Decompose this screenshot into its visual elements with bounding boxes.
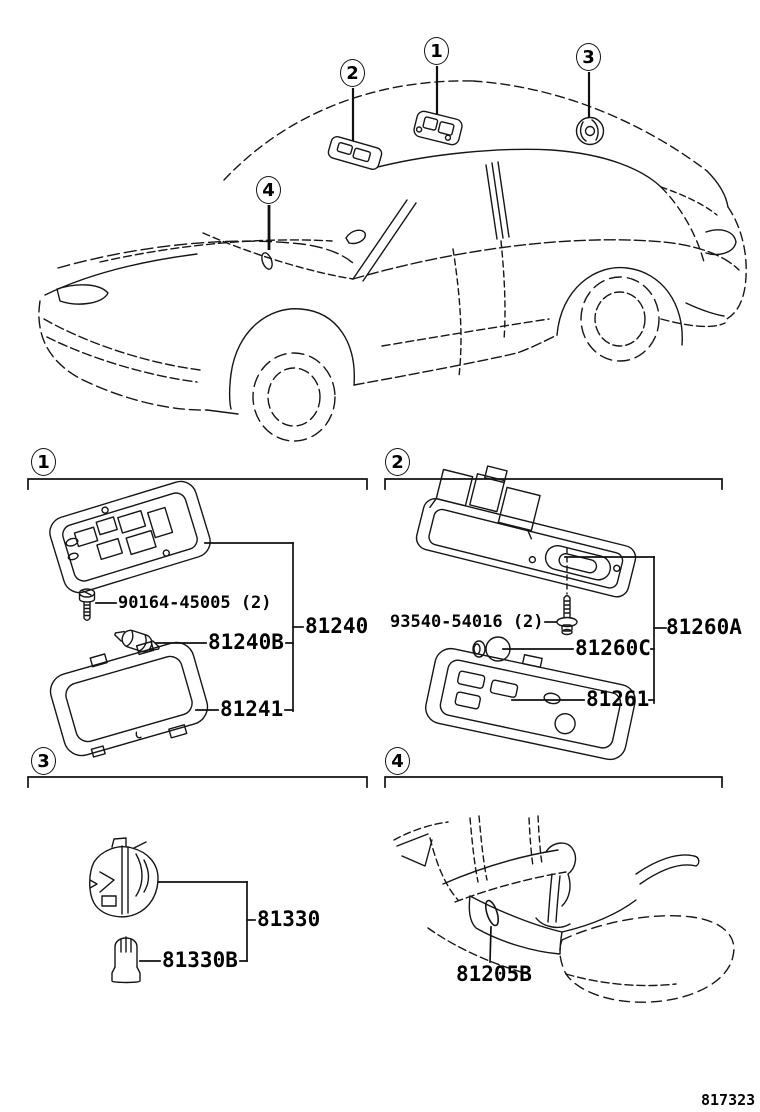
- part-number-label-screw-1: 90164-45005 (2): [118, 593, 272, 613]
- room-lamp-lens-drawing: [44, 631, 214, 767]
- section-4-leader-line: [490, 927, 491, 962]
- car-callout-4: 4: [256, 176, 281, 204]
- part-number-label-bulb-1: 81240B: [208, 630, 284, 654]
- part-number-label-assembly-2: 81260A: [666, 615, 742, 639]
- roof-lamp-3-icon: [577, 118, 604, 145]
- section-2-number: 2: [385, 448, 410, 476]
- car-outline-drawing: [39, 81, 746, 441]
- section-3-bracket: [28, 777, 367, 787]
- lamp-socket-drawing: [90, 838, 158, 917]
- part-number-label-lamp-4: 81205B: [456, 962, 532, 986]
- car-callout-1: 1: [424, 37, 449, 65]
- section-1-bracket: [28, 479, 367, 489]
- map-lamp-assembly-drawing: [414, 453, 649, 599]
- interior-lamp-4-icon: [260, 251, 274, 270]
- part-number-label-bulb-2: 81260C: [575, 636, 651, 660]
- wedge-bulb-icon: [112, 937, 140, 983]
- courtesy-lamp-icon: [483, 899, 501, 927]
- part-number-label-bulb-3: 81330B: [162, 948, 238, 972]
- roof-lamp-2-icon: [327, 135, 383, 170]
- section-4-bracket: [385, 777, 722, 787]
- car-callout-3: 3: [576, 43, 601, 71]
- screw-icon: [557, 596, 577, 635]
- part-number-label-lens-1: 81241: [220, 697, 284, 721]
- console-interior-drawing: [394, 816, 734, 1002]
- festoon-bulb-icon: [112, 626, 161, 656]
- roof-lamp-1-icon: [413, 110, 464, 146]
- part-number-label-assembly-3: 81330: [257, 907, 321, 931]
- section-1-number: 1: [31, 448, 56, 476]
- figure-code: 817323: [701, 1091, 756, 1109]
- section-4-number: 4: [385, 747, 410, 775]
- room-lamp-assembly-drawing: [46, 477, 214, 596]
- section-3-number: 3: [31, 747, 56, 775]
- section-2-bracket: [385, 479, 722, 489]
- part-number-label-lens-2: 81261: [586, 687, 650, 711]
- part-number-label-assembly-1: 81240: [305, 614, 369, 638]
- part-number-label-screw-2: 93540-54016 (2): [390, 612, 544, 632]
- car-callout-2: 2: [340, 59, 365, 87]
- screw-icon: [80, 589, 95, 620]
